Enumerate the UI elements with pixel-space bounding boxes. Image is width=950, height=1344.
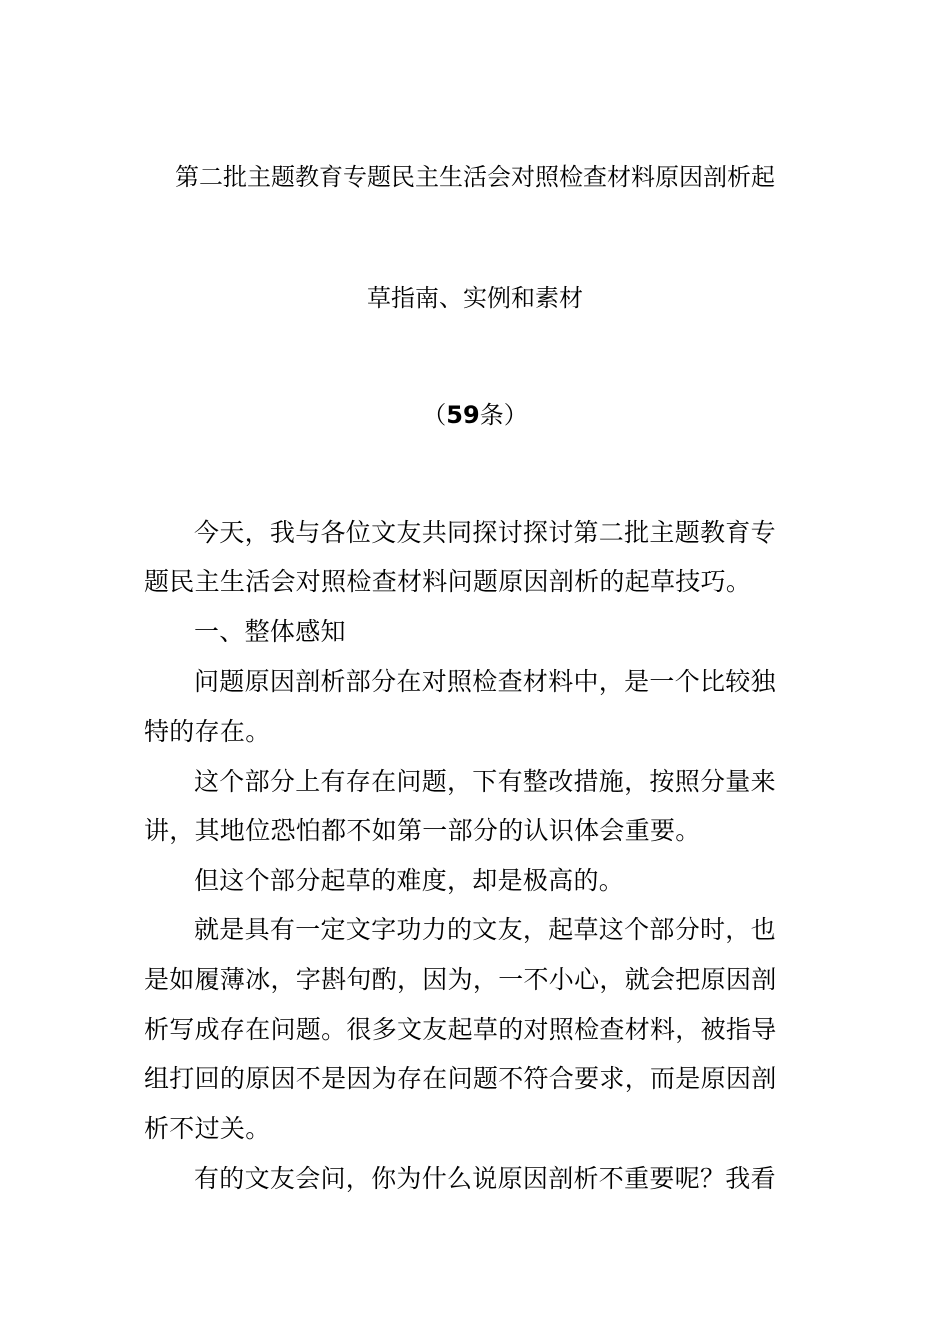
document-title-line-2: 草指南、实例和素材 [367, 284, 583, 312]
document-subtitle [0, 400, 950, 430]
body-line: 就是具有一定文字功力的文友，起草这个部分时，也 [194, 915, 776, 944]
body-line: 问题原因剖析部分在对照检查材料中，是一个比较独 [194, 667, 776, 696]
body-line: 这个部分上有存在问题，下有整改措施，按照分量来 [194, 767, 776, 796]
body-line: 有的文友会问，你为什么说原因剖析不重要呢？我看 [194, 1164, 776, 1193]
body-line: 但这个部分起草的难度，却是极高的。 [194, 866, 625, 895]
body-line: 今天，我与各位文友共同探讨探讨第二批主题教育专 [194, 518, 776, 547]
subtitle-suffix: 条） [479, 401, 528, 429]
subtitle-open-paren: （ [422, 401, 447, 429]
body-line: 特的存在。 [144, 717, 271, 746]
document-title-line-1: 第二批主题教育专题民主生活会对照检查材料原因剖析起 [175, 163, 775, 191]
body-line: 是如履薄冰，字斟句酌，因为，一不小心，就会把原因剖 [144, 965, 777, 994]
body-line: 组打回的原因不是因为存在问题不符合要求，而是原因剖 [144, 1064, 777, 1093]
subtitle-count: 59 [446, 401, 480, 429]
body-line: 析不过关。 [144, 1114, 271, 1143]
body-line: 题民主生活会对照检查材料问题原因剖析的起草技巧。 [144, 567, 752, 596]
body-line: 析写成存在问题。很多文友起草的对照检查材料，被指导 [144, 1015, 777, 1044]
body-line: 讲，其地位恐怕都不如第一部分的认识体会重要。 [144, 816, 701, 845]
section-heading: 一、整体感知 [194, 617, 346, 646]
